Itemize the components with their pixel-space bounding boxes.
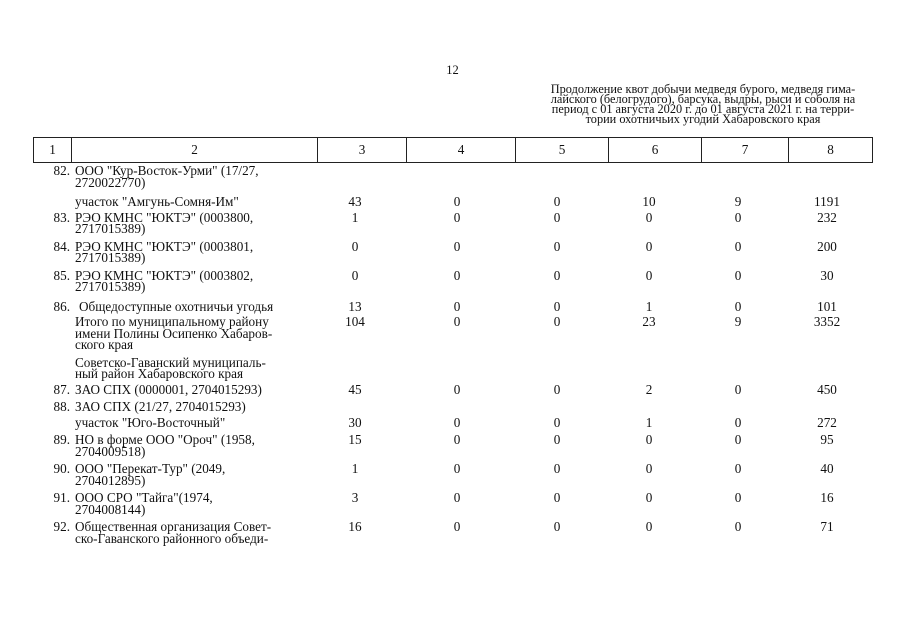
cell-col-4: 0 bbox=[453, 490, 461, 505]
table-row bbox=[33, 492, 873, 515]
cell-col-5: 0 bbox=[553, 194, 561, 209]
cell-col-7: 0 bbox=[734, 414, 742, 430]
row-name-line: НО в форме ООО "Ороч" (1958, bbox=[75, 432, 255, 447]
row-name-line: РЭО КМНС "ЮКТЭ" (0003801, bbox=[75, 238, 254, 254]
table-row bbox=[33, 165, 873, 188]
row-name bbox=[75, 401, 313, 413]
cell-col-7: 9 bbox=[734, 194, 742, 209]
page-number: 12 bbox=[446, 63, 459, 77]
cell-col-5: 0 bbox=[553, 519, 561, 534]
row-name bbox=[75, 434, 313, 457]
row-name-line: ЗАО СПХ (0000001, 2704015293) bbox=[75, 381, 262, 397]
row-name bbox=[75, 521, 313, 544]
row-name-line: Итого по муниципальному району bbox=[75, 314, 269, 329]
row-name-line: ООО "Перекат-Тур" (2049, bbox=[75, 461, 226, 476]
row-name-line: ООО "Кур-Восток-Урми" (17/27, bbox=[75, 163, 259, 178]
cell-col-4: 0 bbox=[453, 314, 461, 329]
cell-col-7: 0 bbox=[734, 238, 742, 254]
cell-col-6: 23 bbox=[642, 314, 656, 329]
row-number: 90. bbox=[53, 461, 70, 476]
cell-col-3: 45 bbox=[348, 381, 362, 397]
cell-col-3: 0 bbox=[351, 238, 359, 254]
row-number: 87. bbox=[53, 381, 70, 397]
row-number: 82. bbox=[53, 163, 70, 178]
row-number: 85. bbox=[53, 267, 70, 283]
row-name-line: 2717015389) bbox=[75, 250, 146, 265]
table-row bbox=[33, 267, 873, 294]
row-name-line: ско-Гаванского районного объеди- bbox=[75, 530, 269, 546]
cell-col-8: 232 bbox=[817, 209, 837, 225]
row-number: 86. bbox=[53, 298, 70, 314]
row-number: 84. bbox=[53, 238, 70, 254]
cell-col-8: 1191 bbox=[814, 194, 840, 209]
column-header: 8 bbox=[789, 138, 873, 163]
cell-col-6: 2 bbox=[645, 381, 653, 397]
cell-col-8: 16 bbox=[820, 490, 834, 505]
row-name-line: ЗАО СПХ (21/27, 2704015293) bbox=[75, 399, 246, 414]
column-header: 5 bbox=[516, 138, 609, 163]
row-name-line: РЭО КМНС "ЮКТЭ" (0003800, bbox=[75, 209, 254, 225]
cell-col-7: 0 bbox=[734, 461, 742, 476]
row-name bbox=[75, 238, 313, 265]
cell-col-3: 1 bbox=[351, 209, 359, 225]
caption-line: тории охотничьих угодий Хабаровского края bbox=[585, 112, 821, 126]
cell-col-6: 0 bbox=[645, 519, 653, 534]
cell-col-7: 0 bbox=[734, 432, 742, 447]
row-name bbox=[75, 414, 313, 430]
row-name bbox=[75, 165, 313, 188]
table-row bbox=[33, 414, 873, 430]
cell-col-7: 0 bbox=[734, 209, 742, 225]
row-name bbox=[75, 196, 313, 208]
cell-col-7: 0 bbox=[734, 267, 742, 283]
row-name-line: 2717015389) bbox=[75, 279, 146, 294]
cell-col-6: 0 bbox=[645, 209, 653, 225]
table-row bbox=[33, 209, 873, 236]
cell-col-3: 16 bbox=[348, 519, 362, 534]
cell-col-4: 0 bbox=[453, 238, 461, 254]
row-name-line: Общественная организация Совет- bbox=[75, 519, 272, 534]
cell-col-5: 0 bbox=[553, 209, 561, 225]
row-name-line: ского края bbox=[75, 337, 134, 352]
cell-col-7: 0 bbox=[734, 490, 742, 505]
cell-col-3: 15 bbox=[348, 432, 362, 447]
cell-col-6: 0 bbox=[645, 267, 653, 283]
row-name-line: 2717015389) bbox=[75, 221, 146, 236]
row-name-line: имени Полины Осипенко Хабаров- bbox=[75, 325, 273, 341]
cell-col-6: 0 bbox=[645, 238, 653, 254]
row-name-line: 2704008144) bbox=[75, 501, 146, 517]
cell-col-5: 0 bbox=[553, 490, 561, 505]
row-name bbox=[75, 381, 313, 397]
cell-col-3: 104 bbox=[345, 314, 365, 329]
cell-col-3: 3 bbox=[351, 490, 359, 505]
column-header: 1 bbox=[34, 138, 72, 163]
row-name bbox=[75, 463, 313, 486]
row-name-line: ООО СРО "Тайга"(1974, bbox=[75, 490, 213, 505]
table-row bbox=[33, 434, 873, 457]
table-row bbox=[33, 521, 873, 544]
cell-col-8: 101 bbox=[817, 298, 837, 314]
row-name bbox=[75, 209, 313, 236]
table-row bbox=[33, 401, 873, 413]
table-row bbox=[33, 354, 873, 381]
row-name-line: ный район Хабаровского края bbox=[75, 366, 244, 381]
cell-col-7: 9 bbox=[734, 314, 742, 329]
cell-col-3: 13 bbox=[348, 298, 362, 314]
cell-col-8: 3352 bbox=[813, 314, 841, 329]
cell-col-5: 0 bbox=[553, 461, 561, 476]
column-header: 3 bbox=[318, 138, 407, 163]
table-caption bbox=[536, 84, 870, 124]
column-header: 4 bbox=[407, 138, 516, 163]
row-name-line: Советско-Гаванский муниципаль- bbox=[75, 354, 266, 370]
table-row bbox=[33, 381, 873, 397]
cell-col-6: 1 bbox=[645, 414, 653, 430]
column-header: 2 bbox=[72, 138, 318, 163]
cell-col-6: 0 bbox=[645, 461, 653, 476]
table-row bbox=[33, 463, 873, 486]
cell-col-5: 0 bbox=[553, 432, 561, 447]
row-name-line: Общедоступные охотничьи угодья bbox=[79, 298, 274, 314]
cell-col-7: 0 bbox=[734, 298, 742, 314]
cell-col-3: 0 bbox=[351, 267, 359, 283]
row-name-line: 2704009518) bbox=[75, 443, 146, 459]
row-name-line: участок "Юго-Восточный" bbox=[75, 414, 226, 430]
cell-col-7: 0 bbox=[734, 381, 742, 397]
table-row bbox=[33, 298, 873, 314]
cell-col-8: 95 bbox=[820, 432, 834, 447]
column-header: 7 bbox=[702, 138, 789, 163]
row-number: 88. bbox=[53, 399, 70, 414]
cell-col-6: 0 bbox=[645, 432, 653, 447]
table-body bbox=[33, 163, 873, 544]
cell-col-6: 10 bbox=[642, 194, 656, 209]
caption-line: период с 01 августа 2020 г. до 01 августа 2021 г. на терри- bbox=[551, 102, 855, 116]
cell-col-8: 40 bbox=[820, 461, 834, 476]
cell-col-4: 0 bbox=[453, 519, 461, 534]
cell-col-8: 30 bbox=[820, 267, 834, 283]
row-name-line: 2704012895) bbox=[75, 472, 146, 488]
row-number: 83. bbox=[53, 209, 70, 225]
cell-col-5: 0 bbox=[553, 314, 561, 329]
row-name bbox=[75, 316, 313, 351]
cell-col-4: 0 bbox=[453, 267, 461, 283]
caption-line: лайского (белогрудого), барсука, выдры, рыси и соболя на bbox=[550, 92, 856, 106]
row-number: 91. bbox=[53, 490, 70, 505]
cell-col-4: 0 bbox=[453, 194, 461, 209]
row-name-line: 2720022770) bbox=[75, 174, 146, 190]
row-number: 92. bbox=[53, 519, 70, 534]
row-name bbox=[75, 492, 313, 515]
cell-col-5: 0 bbox=[553, 267, 561, 283]
cell-col-4: 0 bbox=[453, 381, 461, 397]
cell-col-8: 71 bbox=[820, 519, 834, 534]
cell-col-8: 450 bbox=[817, 381, 837, 397]
cell-col-8: 272 bbox=[817, 414, 837, 430]
cell-col-4: 0 bbox=[453, 298, 461, 314]
row-name-line: участок "Амгунь-Сомня-Им" bbox=[75, 194, 239, 209]
cell-col-8: 200 bbox=[817, 238, 837, 254]
cell-col-3: 43 bbox=[348, 194, 362, 209]
caption-line: Продолжение квот добычи медведя бурого, медведя гима- bbox=[550, 82, 856, 96]
cell-col-6: 1 bbox=[645, 298, 653, 314]
cell-col-5: 0 bbox=[553, 238, 561, 254]
cell-col-6: 0 bbox=[645, 490, 653, 505]
cell-col-4: 0 bbox=[453, 432, 461, 447]
cell-col-3: 30 bbox=[348, 414, 362, 430]
cell-col-7: 0 bbox=[734, 519, 742, 534]
cell-col-5: 0 bbox=[553, 414, 561, 430]
table-row bbox=[33, 316, 873, 351]
cell-col-5: 0 bbox=[553, 381, 561, 397]
row-name bbox=[75, 354, 313, 381]
cell-col-3: 1 bbox=[351, 461, 359, 476]
column-header: 6 bbox=[609, 138, 702, 163]
cell-col-4: 0 bbox=[453, 209, 461, 225]
row-number: 89. bbox=[53, 432, 70, 447]
cell-col-4: 0 bbox=[453, 461, 461, 476]
cell-col-5: 0 bbox=[553, 298, 561, 314]
row-name bbox=[75, 298, 317, 314]
row-name bbox=[75, 267, 313, 294]
cell-col-4: 0 bbox=[453, 414, 461, 430]
row-name-line: РЭО КМНС "ЮКТЭ" (0003802, bbox=[75, 267, 254, 283]
table-row bbox=[33, 196, 873, 208]
table-header bbox=[33, 137, 873, 163]
table-row bbox=[33, 238, 873, 265]
